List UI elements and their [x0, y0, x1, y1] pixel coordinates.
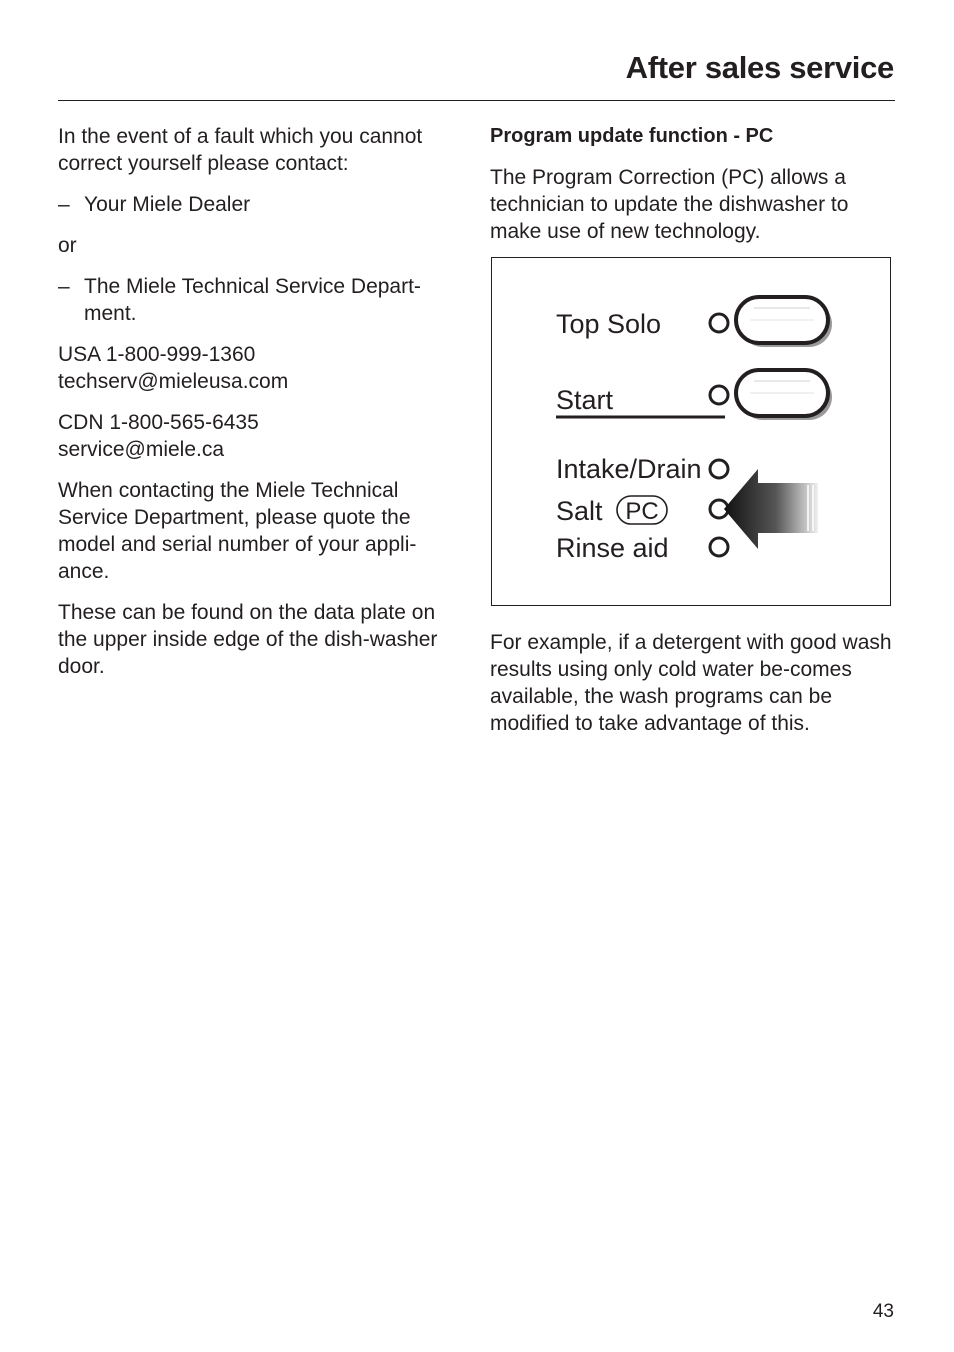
usa-email: techserv@mieleusa.com: [58, 370, 289, 393]
control-panel-illustration: [492, 258, 892, 607]
label-top-solo: Top Solo: [556, 309, 662, 339]
page-title: After sales service: [625, 50, 894, 85]
indicator-start: [710, 386, 728, 404]
contact-note: When contacting the Miele Technical Service Department, please quote the model and serial number of your appli-ance.: [58, 479, 417, 583]
control-panel-figure: [491, 257, 891, 606]
contact-item-service: [58, 273, 463, 327]
left-column: [58, 123, 463, 694]
data-plate-note: These can be found on the data plate on the upper inside edge of the dish-washer door.: [58, 601, 438, 678]
cdn-email: service@miele.ca: [58, 438, 225, 461]
dash-marker: –: [58, 193, 70, 216]
contact-service-line1: The Miele Technical Service Depart-: [84, 275, 421, 298]
top-solo-button[interactable]: [736, 297, 832, 347]
label-rinse-aid: Rinse aid: [556, 533, 669, 563]
contact-item-dealer: [58, 191, 463, 218]
indicator-intake-drain: [710, 460, 728, 478]
right-column: [490, 123, 895, 259]
section-subheading: Program update function - PC: [490, 125, 774, 147]
header-rule: [58, 100, 895, 101]
label-salt: Salt: [556, 496, 603, 526]
label-intake-drain: Intake/Drain: [556, 454, 702, 484]
pc-intro: The Program Correction (PC) allows a technician to update the dishwasher to make use of new technology.: [490, 166, 849, 243]
indicator-rinse-aid: [710, 538, 728, 556]
page-number: 43: [872, 1301, 894, 1322]
pc-badge: PC: [625, 498, 659, 525]
intro-paragraph: In the event of a fault which you cannot correct yourself please contact:: [58, 125, 423, 175]
label-start: Start: [556, 385, 614, 415]
example-paragraph: For example, if a detergent with good wash results using only cold water be-comes available, the wash programs can be modified to take advantage of this.: [490, 631, 892, 735]
usa-contact: [58, 341, 463, 395]
dash-marker: –: [58, 275, 70, 298]
arrow-pointer-icon: [724, 469, 818, 549]
usa-phone: USA 1-800-999-1360: [58, 343, 256, 366]
start-button[interactable]: [736, 370, 832, 420]
cdn-contact: [58, 409, 463, 463]
right-column-lower: [490, 629, 895, 751]
cdn-phone: CDN 1-800-565-6435: [58, 411, 259, 434]
or-text: or: [58, 234, 77, 257]
contact-service-line2: ment.: [84, 302, 137, 325]
contact-dealer-text: Your Miele Dealer: [84, 193, 251, 216]
indicator-top-solo: [710, 314, 728, 332]
